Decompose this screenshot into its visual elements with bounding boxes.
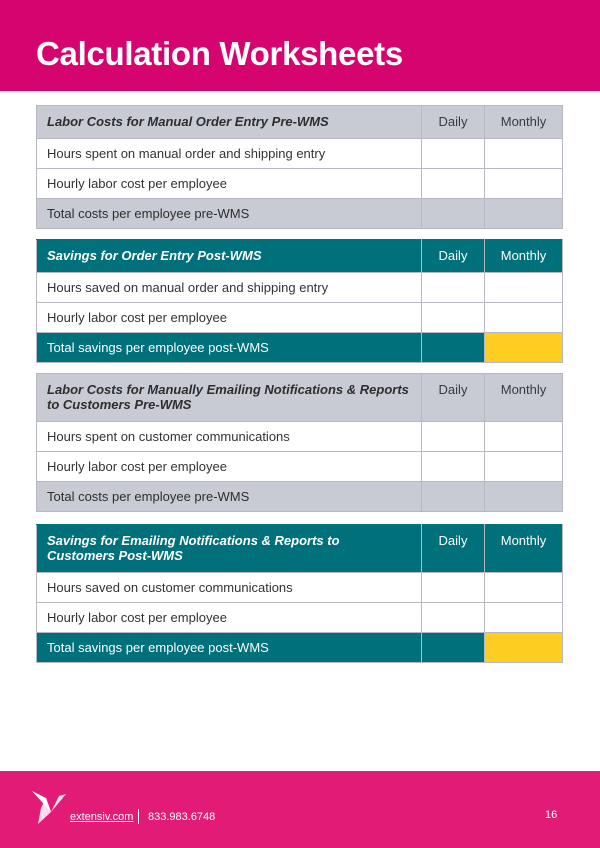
daily-total-cell[interactable] [422, 199, 485, 229]
table-row [37, 573, 563, 603]
worksheet-table-notifications-pre-wms [36, 373, 563, 512]
table-title: Labor Costs for Manually Emailing Notifications & Reports to Customers Pre-WMS [37, 374, 422, 422]
monthly-input-cell[interactable] [485, 603, 563, 633]
column-header-monthly: Monthly [485, 525, 563, 573]
daily-input-cell[interactable] [422, 139, 485, 169]
monthly-input-cell[interactable] [485, 422, 563, 452]
monthly-input-cell[interactable] [485, 169, 563, 199]
column-header-daily: Daily [422, 525, 485, 573]
total-label: Total savings per employee post-WMS [37, 633, 422, 663]
table-row [37, 303, 563, 333]
extensiv-logo-icon [32, 788, 66, 828]
table-row [37, 273, 563, 303]
page-title: Calculation Worksheets [36, 35, 403, 72]
table-header-row [37, 374, 563, 422]
row-label: Hours spent on customer communications [37, 422, 422, 452]
daily-input-cell[interactable] [422, 422, 485, 452]
row-label: Hourly labor cost per employee [37, 169, 422, 199]
daily-input-cell[interactable] [422, 573, 485, 603]
table-row [37, 603, 563, 633]
table-header-row [37, 525, 563, 573]
monthly-total-cell[interactable] [485, 482, 563, 512]
table-row [37, 422, 563, 452]
total-row [37, 482, 563, 512]
daily-input-cell[interactable] [422, 169, 485, 199]
worksheet-table-order-entry-post-wms [36, 239, 563, 363]
phone-number: 833.983.6748 [148, 811, 216, 823]
monthly-total-highlight-cell[interactable] [485, 333, 563, 363]
column-header-monthly: Monthly [485, 106, 563, 139]
worksheet-table-notifications-post-wms [36, 524, 563, 663]
table-title: Savings for Order Entry Post-WMS [37, 240, 422, 273]
column-header-daily: Daily [422, 374, 485, 422]
row-label: Hourly labor cost per employee [37, 452, 422, 482]
table-row [37, 452, 563, 482]
daily-input-cell[interactable] [422, 303, 485, 333]
row-label: Hourly labor cost per employee [37, 603, 422, 633]
footer-divider [138, 809, 139, 824]
row-label: Hours spent on manual order and shipping entry [37, 139, 422, 169]
monthly-input-cell[interactable] [485, 303, 563, 333]
total-row [37, 199, 563, 229]
page-footer [0, 771, 600, 848]
column-header-monthly: Monthly [485, 374, 563, 422]
total-label: Total costs per employee pre-WMS [37, 199, 422, 229]
row-label: Hourly labor cost per employee [37, 303, 422, 333]
monthly-input-cell[interactable] [485, 573, 563, 603]
daily-input-cell[interactable] [422, 273, 485, 303]
table-title: Labor Costs for Manual Order Entry Pre-WMS [37, 106, 422, 139]
monthly-total-cell[interactable] [485, 199, 563, 229]
daily-total-cell[interactable] [422, 633, 485, 663]
table-row [37, 169, 563, 199]
daily-total-cell[interactable] [422, 333, 485, 363]
total-label: Total savings per employee post-WMS [37, 333, 422, 363]
page-header [0, 0, 600, 91]
website-link[interactable]: extensiv.com [70, 811, 134, 823]
daily-input-cell[interactable] [422, 452, 485, 482]
column-header-daily: Daily [422, 106, 485, 139]
row-label: Hours saved on customer communications [37, 573, 422, 603]
monthly-input-cell[interactable] [485, 273, 563, 303]
total-label: Total costs per employee pre-WMS [37, 482, 422, 512]
table-title: Savings for Emailing Notifications & Reports to Customers Post-WMS [37, 525, 422, 573]
monthly-input-cell[interactable] [485, 139, 563, 169]
worksheet-table-order-entry-pre-wms [36, 105, 563, 229]
total-row [37, 333, 563, 363]
daily-total-cell[interactable] [422, 482, 485, 512]
daily-input-cell[interactable] [422, 603, 485, 633]
column-header-daily: Daily [422, 240, 485, 273]
total-row [37, 633, 563, 663]
row-label: Hours saved on manual order and shipping entry [37, 273, 422, 303]
monthly-total-highlight-cell[interactable] [485, 633, 563, 663]
monthly-input-cell[interactable] [485, 452, 563, 482]
table-header-row [37, 240, 563, 273]
table-row [37, 139, 563, 169]
table-header-row [37, 106, 563, 139]
column-header-monthly: Monthly [485, 240, 563, 273]
page-number: 16 [545, 809, 558, 821]
